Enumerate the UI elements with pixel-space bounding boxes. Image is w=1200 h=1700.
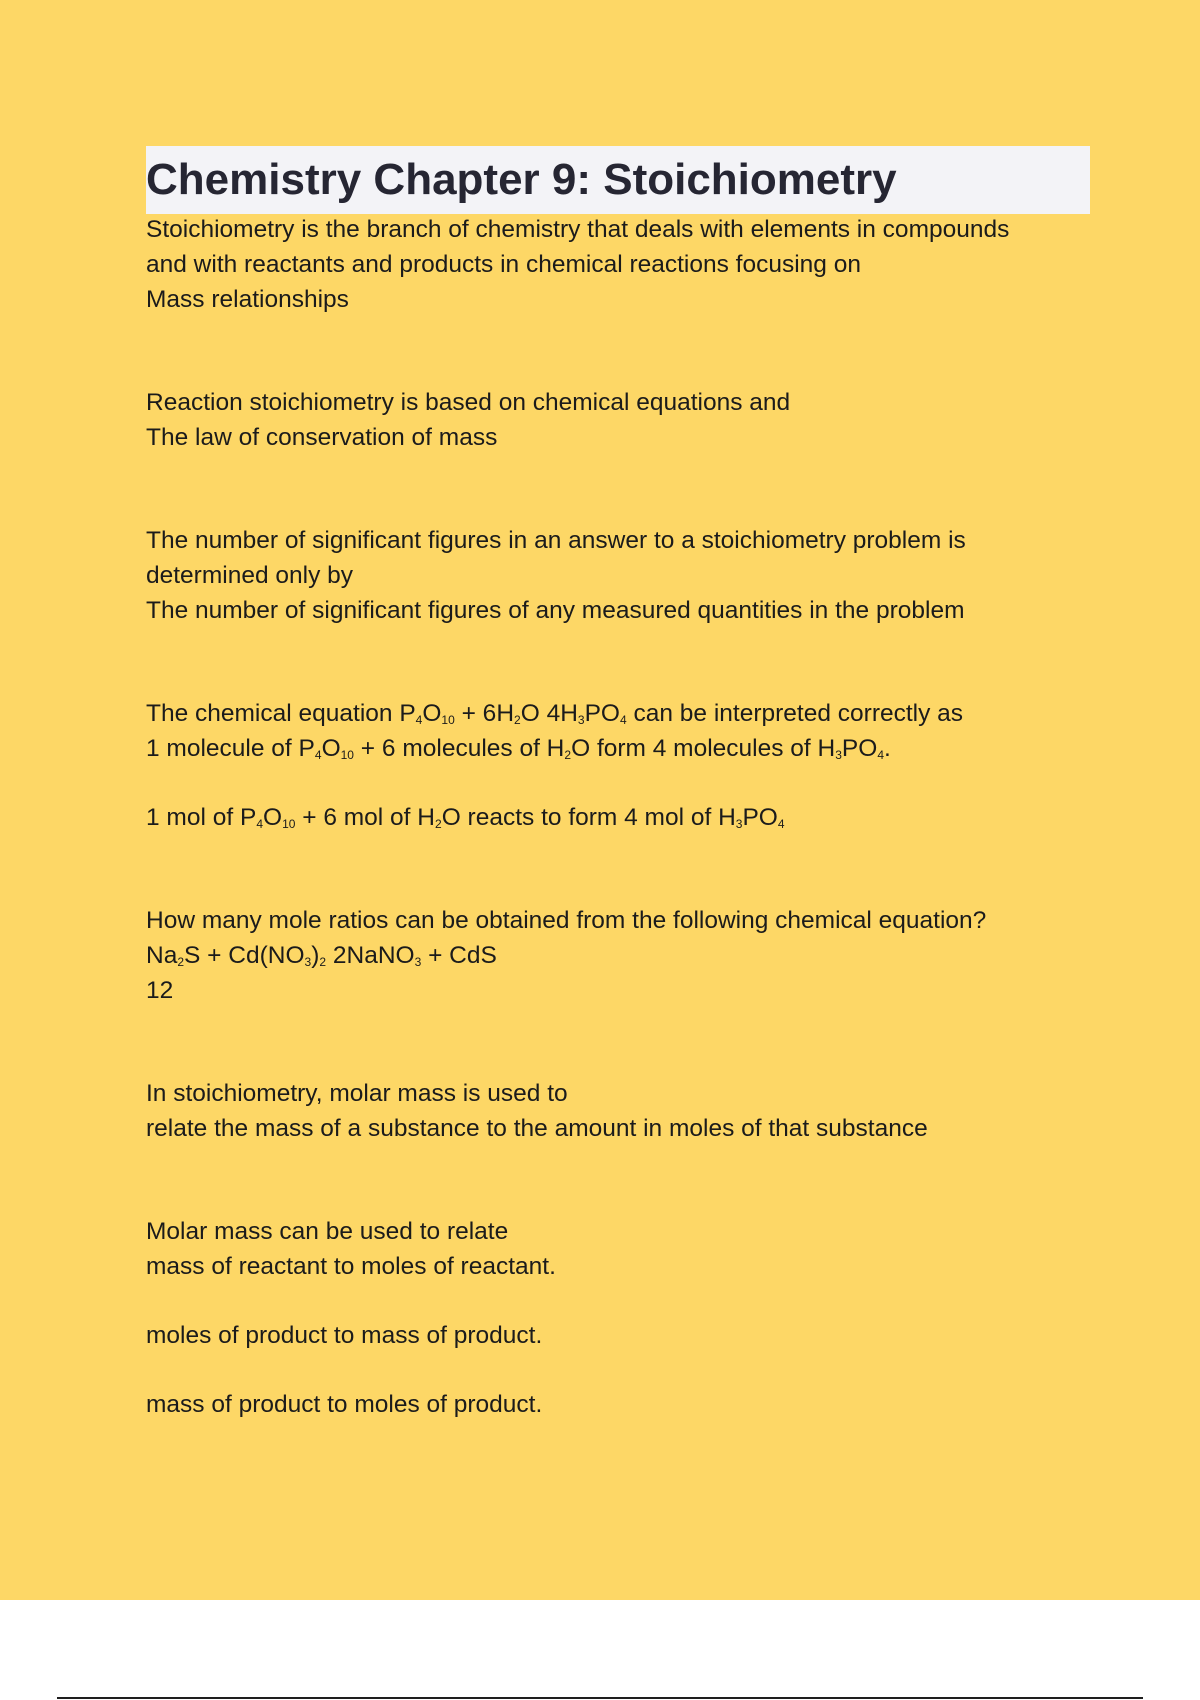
text-line: The number of significant figures of any measured quantities in the problem xyxy=(146,597,965,624)
page-title: Chemistry Chapter 9: Stoichiometry xyxy=(146,155,897,204)
text-line: determined only by xyxy=(146,562,354,589)
equation-interpretation-line: The chemical equation $P_4O_{10} + 6H_2O$ $4H_3PO_4$ can be interpreted correctly as xyxy=(146,700,964,727)
paragraph-mole-ratios xyxy=(146,903,1096,1008)
text-line: moles of product to mass of product. xyxy=(146,1322,543,1349)
text-line: The number of significant figures in an answer to a stoichiometry problem is xyxy=(146,527,966,554)
paragraph-reaction-stoichiometry xyxy=(146,385,1096,455)
text-line: Molar mass can be used to relate xyxy=(146,1218,509,1245)
answer-line: 12 xyxy=(146,977,174,1004)
paragraph-molar-mass-use xyxy=(146,1076,1096,1146)
text-line: and with reactants and products in chemical reactions focusing on xyxy=(146,251,861,278)
paragraph-molar-mass-relations xyxy=(146,1214,1096,1422)
text-line: Reaction stoichiometry is based on chemical equations and xyxy=(146,389,791,416)
paragraph-chemical-equation xyxy=(146,696,1096,835)
molecules-answer-line: 1 molecule of $P_4O_{10} + 6$ molecules of $H_2O$ form 4 molecules of $H_3PO_4$. xyxy=(146,735,891,762)
text-line: mass of product to moles of product. xyxy=(146,1391,543,1418)
moles-answer-line: 1 mol of $P_4O_{10} + 6$ mol of $H_2O$ reacts to form 4 mol of $H_3PO_4$ xyxy=(146,804,785,831)
footer-divider xyxy=(57,1697,1143,1699)
text-line: In stoichiometry, molar mass is used to xyxy=(146,1080,568,1107)
paragraph-significant-figures xyxy=(146,523,1096,628)
text-line: Mass relationships xyxy=(146,286,349,313)
document-body xyxy=(146,212,1096,1490)
text-line: Stoichiometry is the branch of chemistry that deals with elements in compounds xyxy=(146,216,1010,243)
text-line: relate the mass of a substance to the amount in moles of that substance xyxy=(146,1115,928,1142)
paragraph-stoichiometry-definition xyxy=(146,212,1096,317)
question-line: How many mole ratios can be obtained from the following chemical equation? xyxy=(146,907,987,934)
text-line: mass of reactant to moles of reactant. xyxy=(146,1253,556,1280)
equation-line: $Na_2S + Cd(NO_3)_2$ 2NaNO$_3$ + CdS xyxy=(146,942,497,969)
text-line: The law of conservation of mass xyxy=(146,424,498,451)
